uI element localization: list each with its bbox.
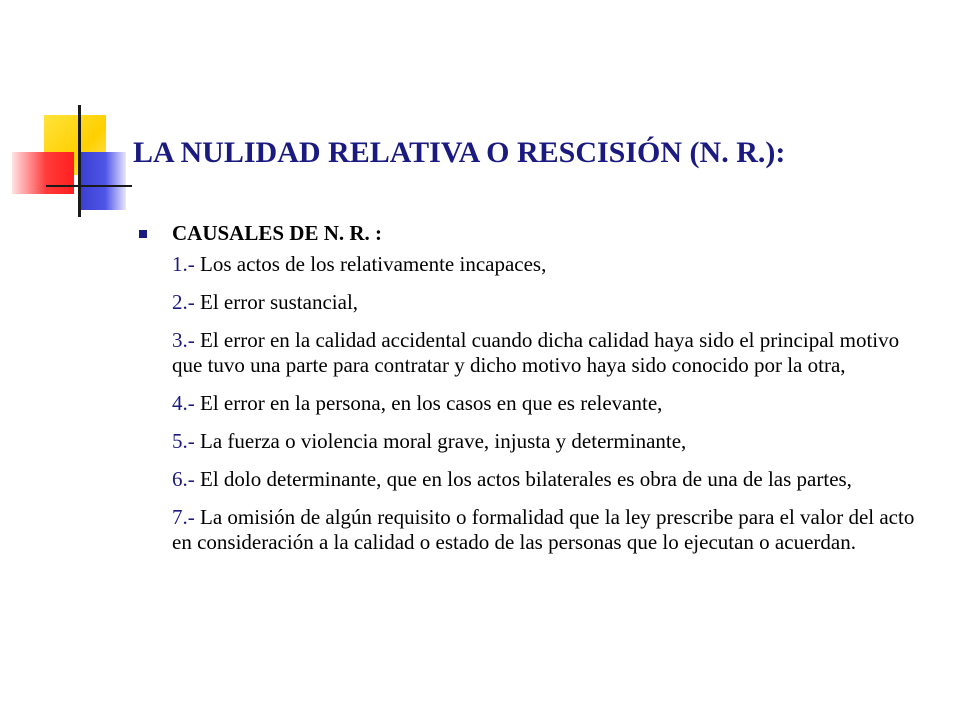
blue-square — [80, 152, 126, 210]
list-item — [133, 328, 933, 378]
item-text: La omisión de algún requisito o formalidad que la ley prescribe para el valor del acto en consideración a la calidad o estado de las personas que lo ejecutan o acuerdan. — [172, 505, 915, 554]
item-number: 5.- — [172, 429, 195, 453]
slide-title: LA NULIDAD RELATIVA O RESCISIÓN (N. R.): — [133, 136, 786, 169]
item-number: 4.- — [172, 391, 195, 415]
item-number: 6.- — [172, 467, 195, 491]
list-item — [133, 467, 933, 492]
item-number: 2.- — [172, 290, 195, 314]
list-item — [133, 391, 933, 416]
list-item — [133, 505, 933, 555]
vertical-line — [78, 105, 81, 217]
bullet-heading — [133, 218, 933, 248]
slide-content — [133, 218, 933, 568]
square-bullet-icon — [139, 230, 147, 238]
item-number: 1.- — [172, 252, 195, 276]
red-square — [12, 152, 74, 194]
item-number: 7.- — [172, 505, 195, 529]
item-text: La fuerza o violencia moral grave, injusta y determinante, — [194, 429, 687, 453]
causales-list — [133, 252, 933, 555]
horizontal-line — [46, 185, 132, 187]
list-item — [133, 429, 933, 454]
item-text: El error en la calidad accidental cuando dicha calidad haya sido el principal motivo que tuvo una parte para contratar y dicho motivo haya sido conocido por la otra, — [172, 328, 900, 377]
item-text: Los actos de los relativamente incapaces, — [194, 252, 547, 276]
list-item — [133, 252, 933, 277]
item-text: El error sustancial, — [194, 290, 359, 314]
item-number: 3.- — [172, 328, 195, 352]
decorative-squares-logo — [0, 0, 140, 230]
item-text: El dolo determinante, que en los actos bilaterales es obra de una de las partes, — [194, 467, 852, 491]
item-text: El error en la persona, en los casos en que es relevante, — [194, 391, 663, 415]
list-item — [133, 290, 933, 315]
bullet-heading-text: CAUSALES DE N. R. : — [172, 221, 383, 245]
